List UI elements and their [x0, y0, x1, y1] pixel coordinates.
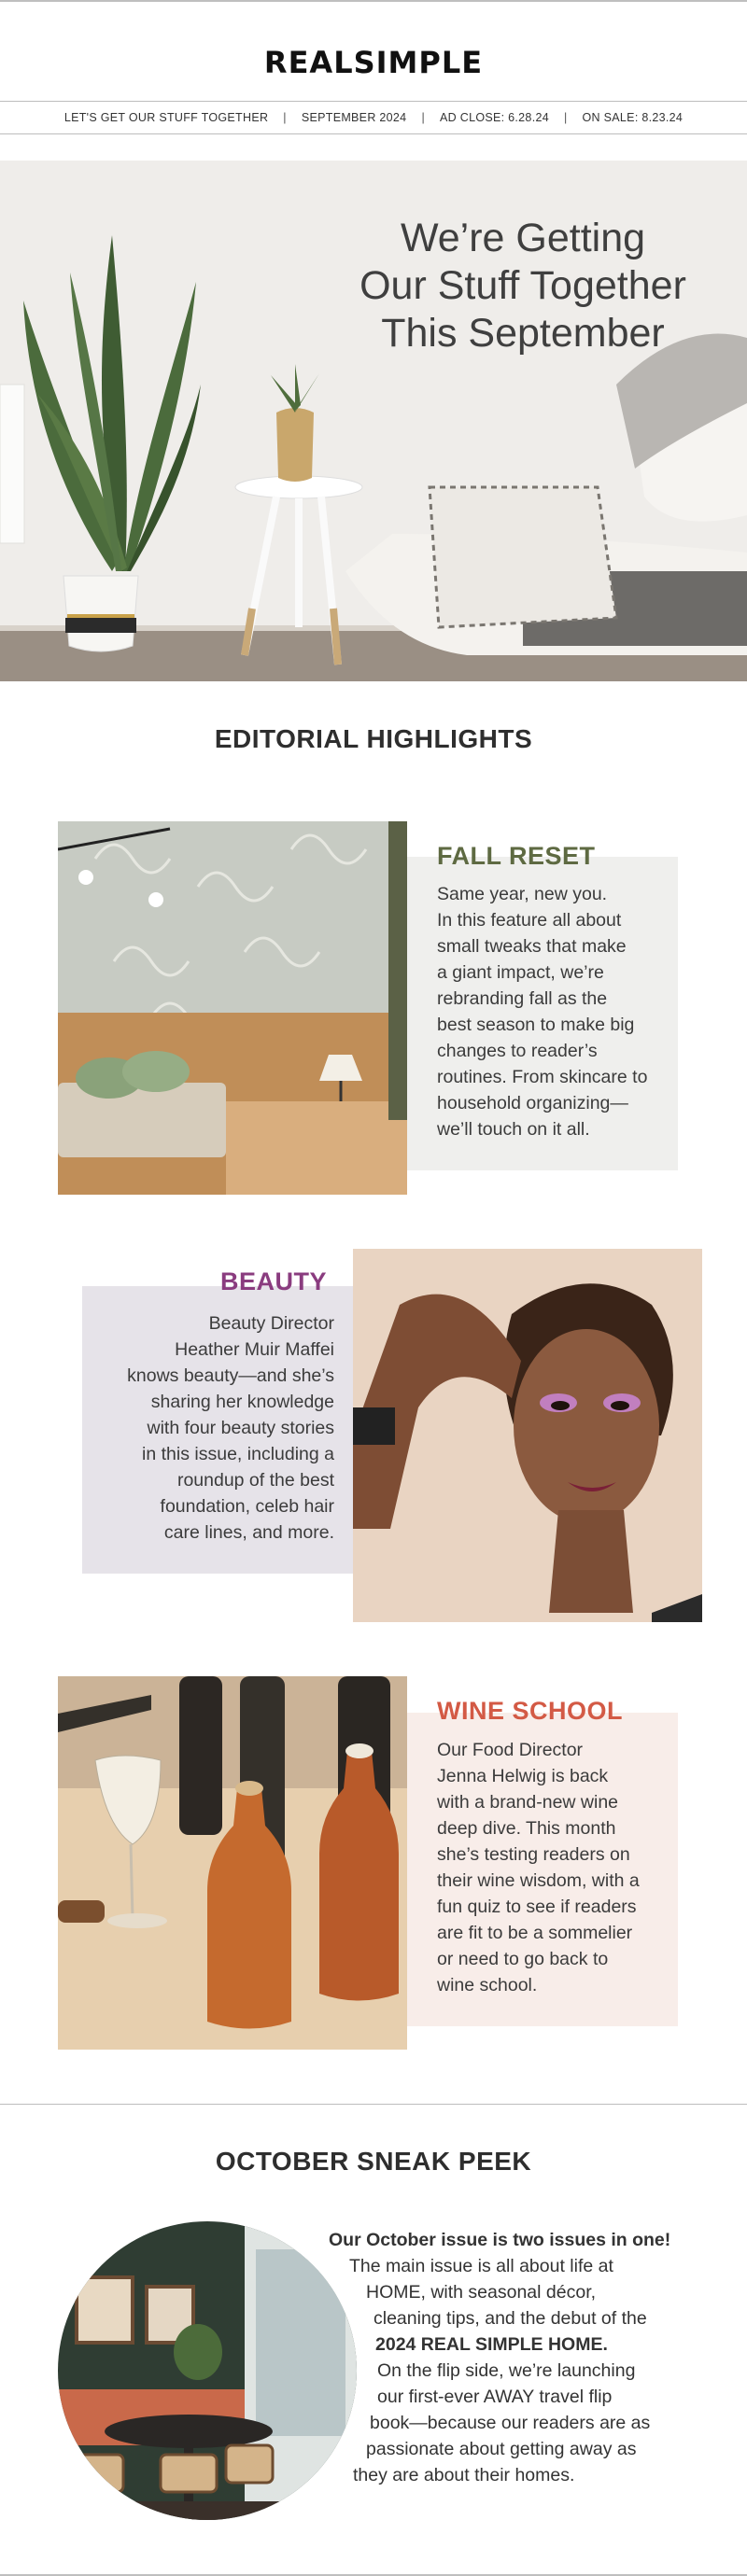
text-line: Heather Muir Maffei	[175, 1339, 334, 1360]
wine-school-title: WINE SCHOOL	[437, 1697, 623, 1725]
ad-close-date: AD CLOSE: 6.28.24	[440, 111, 549, 124]
issue-theme: LET'S GET OUR STUFF TOGETHER	[63, 111, 269, 124]
editorial-highlights-title: EDITORIAL HIGHLIGHTS	[209, 724, 538, 754]
text-line: In this feature all about	[437, 910, 622, 931]
fall-reset-text-box	[407, 857, 678, 1170]
text-line: our first-ever AWAY travel flip	[377, 2387, 613, 2407]
hero-title	[336, 215, 710, 357]
text-line: with four beauty stories	[147, 1418, 334, 1438]
text-line: sharing her knowledge	[150, 1392, 334, 1412]
beauty-text-box	[82, 1286, 353, 1574]
separator: |	[563, 111, 568, 124]
issue-info-bar	[0, 101, 747, 134]
text-line: The main issue is all about life at	[349, 2256, 613, 2276]
hero-title-line: We’re Getting	[400, 216, 646, 260]
text-line: household organizing—	[437, 1093, 628, 1113]
text-line: Jenna Helwig is back	[437, 1766, 609, 1786]
text-line: routines. From skincare to	[437, 1067, 648, 1087]
wine-school-photo	[58, 1676, 407, 2050]
on-sale-date: ON SALE: 8.23.24	[582, 111, 684, 124]
text-line: foundation, celeb hair	[160, 1496, 334, 1517]
text-line: small tweaks that make	[437, 936, 627, 957]
beauty-description	[99, 1310, 334, 1546]
text-line: knows beauty—and she’s	[127, 1365, 334, 1386]
text-line: On the flip side, we’re launching	[377, 2360, 636, 2381]
text-line: HOME, with seasonal décor,	[366, 2282, 597, 2303]
text-line: fun quiz to see if readers	[437, 1897, 637, 1917]
text-line: cleaning tips, and the debut of the	[374, 2308, 647, 2329]
hero-title-line: Our Stuff Together	[359, 263, 686, 308]
october-sneak-peek-heading	[0, 2147, 747, 2177]
section-divider	[0, 2104, 747, 2105]
text-line: in this issue, including a	[142, 1444, 334, 1464]
hero-banner	[0, 161, 747, 681]
text-line: passionate about getting away as	[366, 2439, 637, 2459]
separator: |	[421, 111, 425, 124]
beauty-title: BEAUTY	[220, 1267, 328, 1295]
text-line: a giant impact, we’re	[437, 962, 604, 983]
text-line: she’s testing readers on	[437, 1844, 630, 1865]
text-line: Our October issue is two issues in one!	[329, 2230, 671, 2250]
beauty-photo	[353, 1249, 702, 1622]
text-line: roundup of the best	[176, 1470, 334, 1491]
october-sneak-peek-title: OCTOBER SNEAK PEEK	[210, 2147, 537, 2177]
fall-reset-title: FALL RESET	[437, 842, 596, 870]
text-line: deep dive. This month	[437, 1818, 616, 1839]
text-line: care lines, and more.	[163, 1522, 334, 1543]
text-line: Our Food Director	[437, 1740, 584, 1760]
text-line: or need to go back to	[437, 1949, 609, 1969]
text-line: wine school.	[437, 1975, 538, 1995]
text-line: 2024 REAL SIMPLE HOME.	[375, 2334, 608, 2355]
text-line: their wine wisdom, with a	[437, 1870, 640, 1891]
text-line: best season to make big	[437, 1015, 635, 1035]
text-line: we’ll touch on it all.	[437, 1119, 590, 1140]
fall-reset-description	[437, 881, 661, 1142]
text-line: with a brand-new wine	[437, 1792, 619, 1813]
text-line: changes to reader’s	[437, 1041, 598, 1061]
wine-school-description	[437, 1737, 661, 1998]
hero-title-line: This September	[381, 311, 665, 356]
fall-reset-photo	[58, 821, 407, 1195]
real-simple-logo: REALSIMPLE	[263, 45, 484, 80]
text-line: book—because our readers are as	[370, 2413, 651, 2433]
text-line: Beauty Director	[208, 1313, 334, 1334]
text-line: are fit to be a sommelier	[437, 1923, 633, 1943]
editorial-highlights-heading	[0, 724, 747, 754]
issue-month: SEPTEMBER 2024	[301, 111, 407, 124]
separator: |	[283, 111, 287, 124]
october-description	[327, 2227, 700, 2488]
top-rule	[0, 0, 747, 2]
text-line: rebranding fall as the	[437, 988, 608, 1009]
october-dining-room-photo	[58, 2221, 357, 2520]
text-line: Same year, new you.	[437, 884, 608, 904]
text-line: they are about their homes.	[353, 2465, 575, 2485]
wine-school-text-box	[407, 1713, 678, 2026]
